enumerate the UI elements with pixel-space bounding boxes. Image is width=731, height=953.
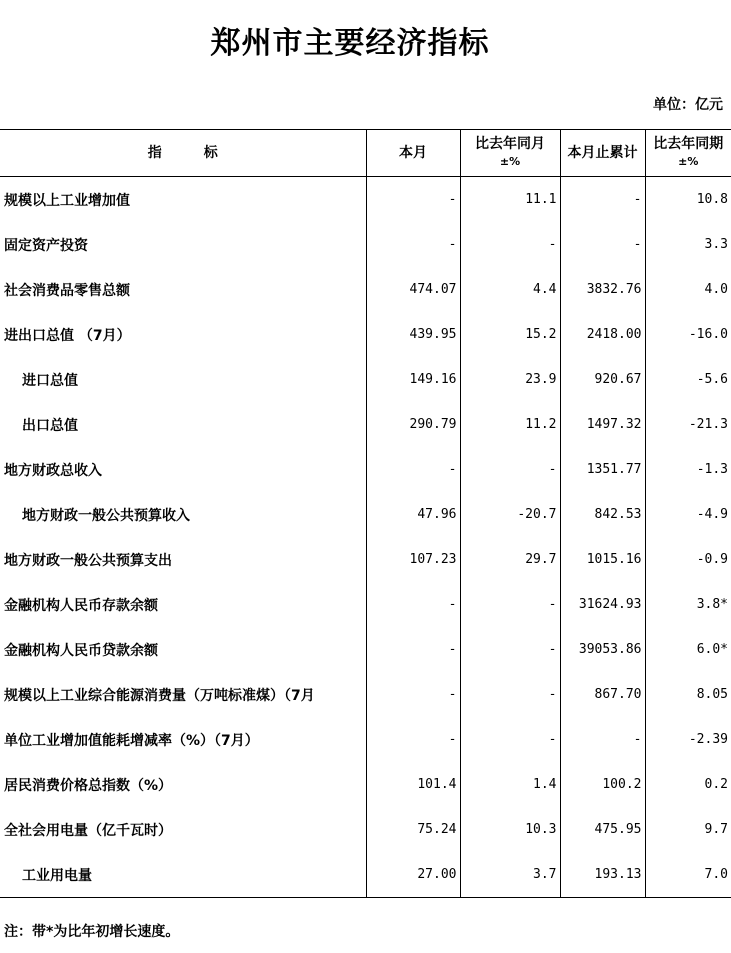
row-this-month: 101.4 [366,762,460,807]
row-yoy-month: - [460,627,560,672]
row-cumulative: 1015.16 [560,537,645,582]
row-cumulative: - [560,222,645,267]
row-this-month: 149.16 [366,357,460,402]
row-yoy-period: 8.05 [645,672,731,717]
row-yoy-period: 7.0 [645,852,731,898]
row-yoy-month: 3.7 [460,852,560,898]
table-row [0,357,731,402]
header-this-month: 本月 [366,130,460,177]
row-yoy-month: - [460,672,560,717]
table-row [0,762,731,807]
row-yoy-period: -5.6 [645,357,731,402]
header-yoy-period-unit: ±% [678,155,699,168]
row-name: 出口总值 [22,417,78,434]
row-this-month: - [366,672,460,717]
header-yoy-month-label: 比去年同月 [475,136,545,152]
row-name: 全社会用电量（亿千瓦时） [4,822,172,839]
row-cumulative: 842.53 [560,492,645,537]
row-name: 地方财政一般公共预算收入 [22,507,190,524]
row-name: 居民消费价格总指数（%） [4,777,173,794]
header-yoy-month-unit: ±% [499,155,521,168]
row-name: 社会消费品零售总额 [4,282,130,299]
row-yoy-month: - [460,582,560,627]
row-name: 固定资产投资 [4,237,88,254]
table-row [0,222,731,267]
indicator-table [0,129,731,898]
row-yoy-period: 6.0* [645,627,731,672]
footnote: 注：带*为比年初增长速度。 [4,924,180,940]
page-title: 郑州市主要经济指标 [210,26,490,61]
row-yoy-month: 11.1 [460,177,560,223]
row-yoy-period: -16.0 [645,312,731,357]
table-row [0,627,731,672]
row-this-month: 27.00 [366,852,460,898]
row-cumulative: 100.2 [560,762,645,807]
row-name: 地方财政一般公共预算支出 [4,552,172,569]
row-yoy-period: 4.0 [645,267,731,312]
row-this-month: 75.24 [366,807,460,852]
row-this-month: - [366,582,460,627]
table-row [0,492,731,537]
row-this-month: 439.95 [366,312,460,357]
table-header [0,130,731,177]
table-row [0,537,731,582]
table-row [0,312,731,357]
row-yoy-month: 15.2 [460,312,560,357]
row-yoy-period: 10.8 [645,177,731,223]
row-yoy-month: 4.4 [460,267,560,312]
row-cumulative: 1351.77 [560,447,645,492]
row-yoy-month: - [460,222,560,267]
row-cumulative: 920.67 [560,357,645,402]
table-body [0,177,731,898]
row-yoy-month: - [460,447,560,492]
table-row [0,267,731,312]
row-name: 规模以上工业增加值 [4,192,130,209]
row-yoy-month: 11.2 [460,402,560,447]
table-row [0,402,731,447]
table-row [0,177,731,223]
header-yoy-month [460,130,560,177]
table-row [0,717,731,762]
row-cumulative: 31624.93 [560,582,645,627]
row-this-month: 474.07 [366,267,460,312]
row-yoy-month: 23.9 [460,357,560,402]
row-this-month: - [366,222,460,267]
row-name: 金融机构人民币存款余额 [4,597,158,614]
row-yoy-period: -4.9 [645,492,731,537]
row-cumulative: - [560,177,645,223]
row-yoy-period: 9.7 [645,807,731,852]
row-yoy-month: 1.4 [460,762,560,807]
row-name: 规模以上工业综合能源消费量（万吨标准煤）（7月 [4,687,315,704]
table-row [0,807,731,852]
table-row [0,447,731,492]
row-yoy-month: - [460,717,560,762]
row-this-month: - [366,177,460,223]
unit-label: 单位：亿元 [653,97,723,113]
row-this-month: 47.96 [366,492,460,537]
row-cumulative: - [560,717,645,762]
row-this-month: 107.23 [366,537,460,582]
row-yoy-period: -21.3 [645,402,731,447]
row-yoy-period: 3.8* [645,582,731,627]
row-cumulative: 2418.00 [560,312,645,357]
row-name: 进口总值 [22,372,78,389]
row-cumulative: 475.95 [560,807,645,852]
table-row [0,852,731,898]
row-yoy-month: 10.3 [460,807,560,852]
row-yoy-period: 3.3 [645,222,731,267]
row-this-month: 290.79 [366,402,460,447]
row-name: 工业用电量 [0,852,366,898]
row-yoy-month: -20.7 [460,492,560,537]
row-yoy-period: -1.3 [645,447,731,492]
header-cumulative: 本月止累计 [560,130,645,177]
table-row [0,672,731,717]
row-cumulative: 1497.32 [560,402,645,447]
header-row [0,130,731,177]
header-yoy-period [645,130,731,177]
row-cumulative: 193.13 [560,852,645,898]
row-name: 进出口总值 （7月） [4,327,131,344]
row-cumulative: 39053.86 [560,627,645,672]
row-yoy-period: -0.9 [645,537,731,582]
row-this-month: - [366,717,460,762]
header-yoy-period-label: 比去年同期 [653,136,724,152]
row-name: 金融机构人民币贷款余额 [4,642,158,659]
row-this-month: - [366,447,460,492]
row-yoy-period: -2.39 [645,717,731,762]
header-indicator: 指 标 [0,130,366,177]
row-yoy-month: 29.7 [460,537,560,582]
row-cumulative: 867.70 [560,672,645,717]
row-this-month: - [366,627,460,672]
row-yoy-period: 0.2 [645,762,731,807]
table-row [0,582,731,627]
row-cumulative: 3832.76 [560,267,645,312]
row-name: 单位工业增加值能耗增减率（%）（7月） [4,732,259,749]
row-name: 地方财政总收入 [4,462,102,479]
